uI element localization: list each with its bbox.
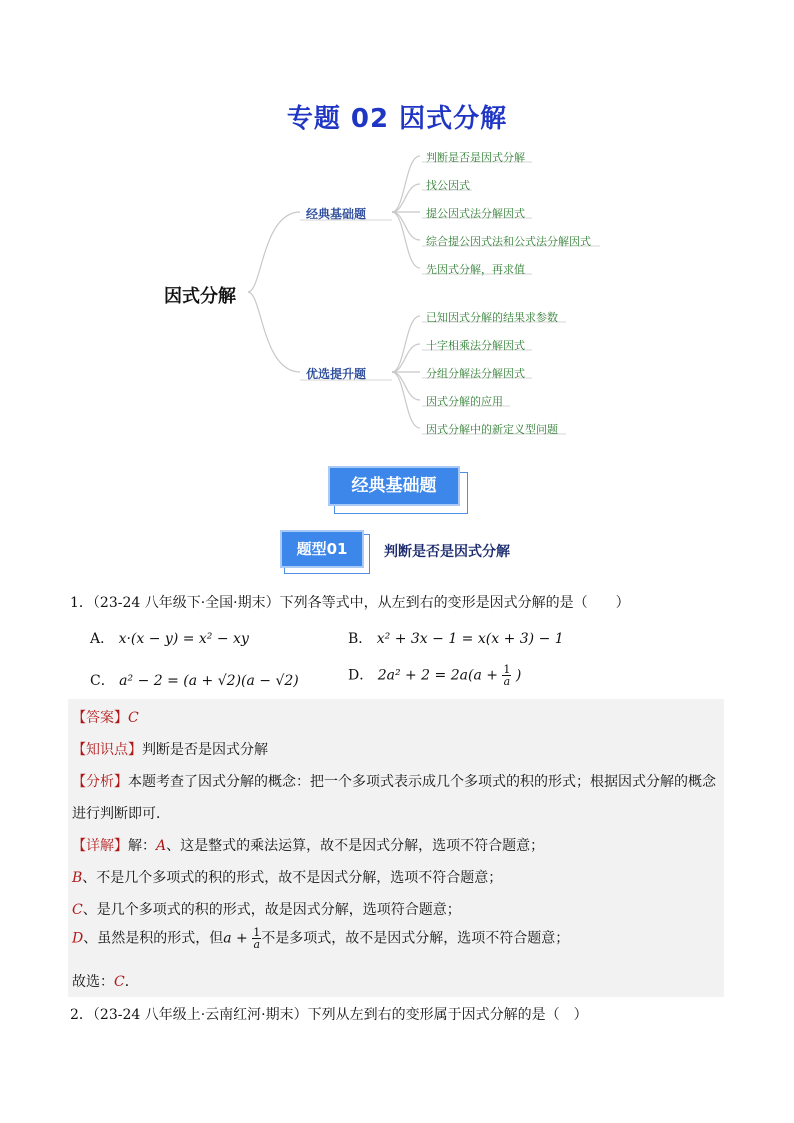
detail-expr-d: a +	[223, 930, 253, 947]
detail-letter-c: C	[72, 902, 83, 918]
question-2-stem: 2．（23-24 八年级上·云南红河·期末）下列从左到右的变形属于因式分解的是（ ）	[70, 1007, 588, 1023]
fraction-denominator: a	[503, 675, 511, 688]
answer-line	[72, 707, 139, 727]
mind-map-leaf: 找公因式	[426, 179, 470, 192]
option-c	[90, 670, 299, 690]
analysis-tag: 【分析】	[72, 774, 128, 790]
detail-letter-a: A	[156, 838, 167, 854]
analysis-text-1: 本题考查了因式分解的概念：把一个多项式表示成几个多项式的积的形式；根据因式分解的概念	[128, 774, 716, 790]
mind-map-leaf: 先因式分解，再求值	[426, 263, 525, 276]
detail-text-d-1: 、虽然是积的形式，但	[83, 930, 224, 947]
detail-d-fraction	[252, 927, 261, 950]
analysis-line-1	[72, 771, 716, 791]
mind-map-leaf: 综合提公因式法和公式法分解因式	[426, 235, 591, 248]
option-a-expr: x·(x − y) = x² − xy	[118, 631, 249, 647]
detail-letter-d: D	[72, 930, 84, 947]
option-d	[348, 664, 521, 687]
detail-text-a: 、这是整式的乘法运算，故不是因式分解，选项不符合题意；	[166, 838, 545, 854]
choose-line	[72, 971, 139, 991]
mind-map-leaf: 分组分解法分解因式	[426, 367, 525, 380]
topic-badge-label: 题型01	[280, 530, 364, 568]
mind-map-branch-advanced: 优选提升题	[306, 367, 367, 381]
mind-map-leaf: 因式分解中的新定义型问题	[426, 423, 558, 436]
mind-map-root: 因式分解	[164, 286, 236, 307]
choose-value: C	[114, 974, 125, 990]
answer-value: C	[128, 710, 139, 726]
fraction-numerator: 1	[253, 926, 261, 939]
option-d-expr-right: )	[515, 667, 522, 684]
fraction-denominator: a	[253, 938, 260, 951]
knowledge-point-line	[72, 739, 268, 759]
detail-text-d-2: 不是多项式，故不是因式分解，选项不符合题意；	[261, 930, 570, 947]
section-banner	[328, 466, 466, 512]
detail-line-b	[72, 867, 502, 887]
answer-tag: 【答案】	[72, 710, 128, 726]
section-banner-label: 经典基础题	[328, 466, 460, 506]
mind-map-leaf: 十字相乘法分解因式	[426, 339, 525, 352]
answer-panel	[68, 699, 724, 997]
detail-text-c: 、是几个多项式的积的形式，故是因式分解，选项符合题意；	[82, 902, 461, 918]
mind-map-branch-basic: 经典基础题	[306, 207, 367, 221]
option-d-fraction	[502, 664, 511, 687]
option-d-expr-left: 2a² + 2 = 2a(a +	[377, 667, 503, 684]
fraction-numerator: 1	[503, 663, 511, 676]
detail-line-c	[72, 899, 461, 919]
detail-text-b: 、不是几个多项式的积的形式，故不是因式分解，选项不符合题意；	[82, 870, 503, 886]
choose-prefix: 故选：	[72, 974, 114, 990]
mind-map-connectors	[0, 140, 794, 450]
detail-line-d	[72, 927, 569, 950]
page-title: 专题 02 因式分解	[286, 104, 508, 134]
option-b	[348, 628, 564, 648]
option-b-expr: x² + 3x − 1 = x(x + 3) − 1	[376, 631, 564, 647]
detail-line-a	[72, 835, 544, 855]
option-d-letter: D．	[348, 667, 374, 684]
choose-suffix: ．	[124, 974, 139, 990]
mind-map-leaf: 因式分解的应用	[426, 395, 503, 408]
option-c-expr: a² − 2 = (a + √2)(a − √2)	[119, 673, 299, 689]
topic-title: 判断是否是因式分解	[384, 544, 510, 560]
mind-map	[0, 140, 794, 450]
topic-badge	[280, 530, 368, 572]
mind-map-leaf: 判断是否是因式分解	[426, 151, 525, 164]
knowledge-point-tag: 【知识点】	[72, 742, 142, 758]
detail-prefix: 解：	[128, 838, 156, 854]
option-a-letter: A．	[90, 631, 115, 647]
question-1-stem: 1．（23-24 八年级下·全国·期末）下列各等式中，从左到右的变形是因式分解的是（ ）	[70, 595, 630, 611]
option-b-letter: B．	[348, 631, 373, 647]
option-a	[90, 628, 249, 648]
mind-map-leaf: 提公因式法分解因式	[426, 207, 525, 220]
mind-map-leaf: 已知因式分解的结果求参数	[426, 311, 558, 324]
detail-tag: 【详解】	[72, 838, 128, 854]
option-c-letter: C．	[90, 673, 115, 689]
analysis-line-2: 进行判断即可．	[72, 806, 170, 822]
detail-letter-b: B	[72, 870, 83, 886]
knowledge-point-value: 判断是否是因式分解	[142, 742, 268, 758]
